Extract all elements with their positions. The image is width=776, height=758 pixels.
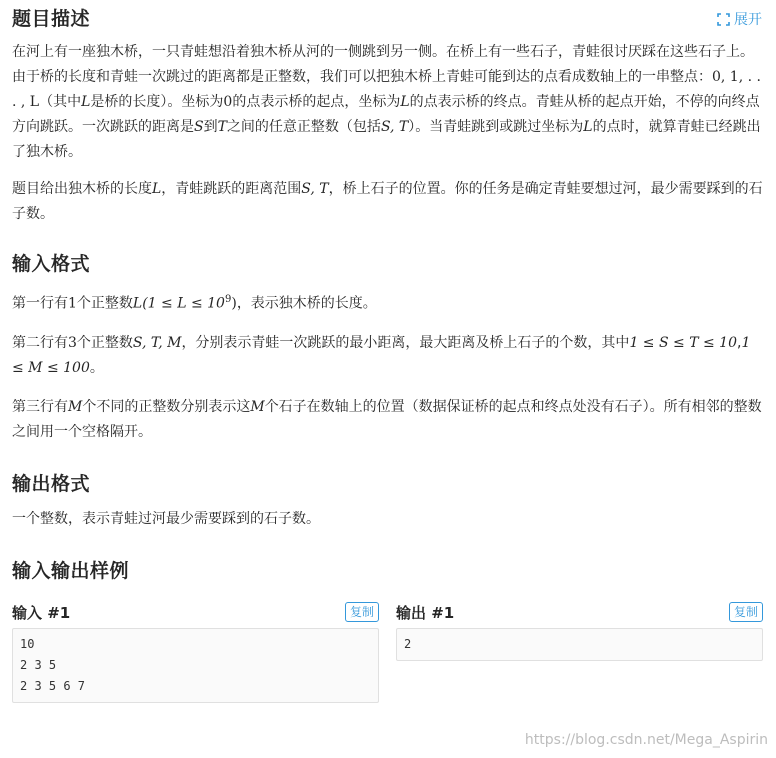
text: 之间的任意正整数（包括 <box>226 119 381 135</box>
sample-output-label: 输出 #1 <box>396 603 455 622</box>
text: 的点表示桥的起点，坐标为 <box>232 94 401 110</box>
sample-input-code[interactable]: 10 2 3 5 2 3 5 6 7 <box>12 628 379 703</box>
copy-input-button[interactable]: 复制 <box>345 602 379 622</box>
text: 第一行有 <box>12 295 68 312</box>
input-format-line-1 <box>12 287 764 317</box>
text: 题目给出独木桥的长度 <box>12 181 152 197</box>
samples-header <box>12 552 764 592</box>
math: T <box>217 119 227 135</box>
text: 的点时，就算青蛙已经跳出了独木桥。 <box>12 119 761 160</box>
math: 0, 1, . . . , L <box>12 69 761 110</box>
math: 0 <box>223 94 233 110</box>
input-format-line-2 <box>12 331 764 381</box>
output-format-header <box>12 465 764 505</box>
text: ，表示独木桥的长度。 <box>236 295 377 312</box>
math: S <box>194 119 204 135</box>
text: 在河上有一座独木桥，一只青蛙想沿着独木桥从河的一侧跳到另一侧。在桥上有一些石子，青蛙很讨厌踩在这些石子上。由于桥的长度和青蛙一次跳过的距离都是正整数，我们可以把独木桥上青蛙可能到达的点看成数轴上的一串整点： <box>12 44 754 85</box>
description-header <box>12 0 764 40</box>
math: 1 <box>68 295 77 312</box>
problem-content <box>12 0 764 703</box>
math: L <box>81 94 91 110</box>
text: 个正整数 <box>76 295 133 312</box>
input-format-line-3 <box>12 395 764 445</box>
sample-input-header <box>12 602 379 628</box>
math: S, T <box>380 119 409 135</box>
copy-output-button[interactable]: 复制 <box>729 602 763 622</box>
math: L <box>400 94 410 110</box>
math: L <box>583 119 593 135</box>
input-format-title: 输入格式 <box>12 253 91 275</box>
math: S, T, M <box>132 334 182 351</box>
math: M <box>68 398 83 415</box>
text: 的点表示桥的终点。青蛙从桥的起点开始，不停的向终点方向跳跃。一次跳跃的距离是 <box>12 94 760 135</box>
output-format-text: 一个整数，表示青蛙过河最少需要踩到的石子数。 <box>12 510 320 527</box>
sample-output-block <box>396 602 763 703</box>
math-exponent: 9 <box>224 294 232 305</box>
description-paragraph-2 <box>12 177 764 227</box>
math: ) <box>231 295 237 312</box>
text: 第三行有 <box>12 398 68 415</box>
description-title: 题目描述 <box>12 8 91 30</box>
samples-row <box>12 602 764 703</box>
text: 个不同的正整数分别表示这 <box>82 398 251 415</box>
text: , <box>736 334 742 351</box>
sample-input-block <box>12 602 379 703</box>
expand-label: 展开 <box>734 12 762 28</box>
text: ）。当青蛙跳到或跳过坐标为 <box>408 119 584 135</box>
text: ，分别表示青蛙一次跳跃的最小距离，最大距离及桥上石子的个数，其中 <box>181 334 630 351</box>
text: 到 <box>203 119 218 135</box>
sample-output-header <box>396 602 763 628</box>
samples-title: 输入输出样例 <box>12 559 130 582</box>
sample-input-label: 输入 #1 <box>12 603 71 622</box>
math: M <box>250 398 265 415</box>
output-format-title: 输出格式 <box>12 472 91 495</box>
expand-button[interactable] <box>717 9 762 29</box>
text: ，青蛙跳跃的距离范围 <box>161 181 302 197</box>
watermark: https://blog.csdn.net/Mega_Aspirin <box>524 732 768 748</box>
text: 个正整数 <box>76 334 133 351</box>
description-paragraph-1 <box>12 40 764 165</box>
text: 是桥的长度）。坐标为 <box>90 94 224 110</box>
math: L(1 ≤ L ≤ 10 <box>132 295 225 312</box>
sample-output-code[interactable]: 2 <box>396 628 763 661</box>
text: 个石子在数轴上的位置（数据保证桥的起点和终点处没有石子）。所有相邻的整数之间用一个空格隔开。 <box>12 398 762 440</box>
math: S, T <box>301 181 329 197</box>
math: L <box>152 181 162 197</box>
text: 。 <box>89 359 104 376</box>
text: 第二行有 <box>12 334 68 351</box>
math: 1 ≤ M ≤ 100 <box>12 334 751 376</box>
math: 3 <box>68 334 77 351</box>
text: （其中 <box>39 94 82 110</box>
math: 1 ≤ S ≤ T ≤ 10 <box>629 334 737 351</box>
expand-icon <box>717 13 730 26</box>
text: ，桥上石子的位置。你的任务是确定青蛙要想过河，最少需要踩到的石子数。 <box>12 181 763 222</box>
input-format-header <box>12 245 764 285</box>
